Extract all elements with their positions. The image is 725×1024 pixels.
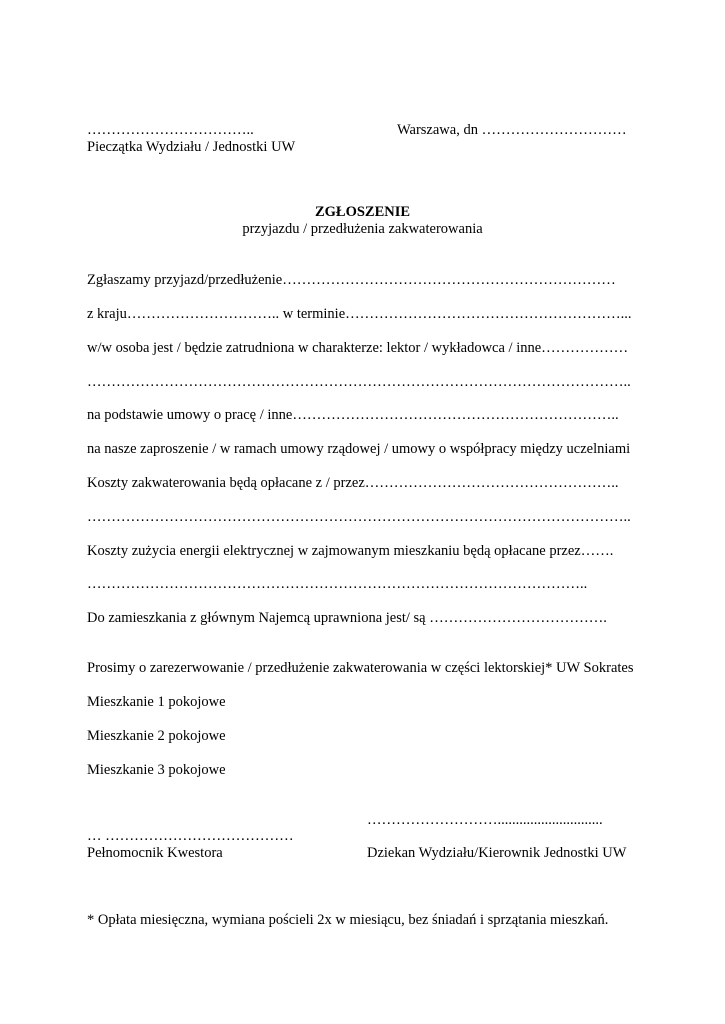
body-line-cotenant: Do zamieszkania z głównym Najemcą uprawniona jest/ są ………………………………. xyxy=(87,610,607,626)
body-line-employment: w/w osoba jest / będzie zatrudniona w charakterze: lektor / wykładowca / inne……………… xyxy=(87,340,629,356)
body-line-contract: na podstawie umowy o pracę / inne………………………………………………………….. xyxy=(87,407,619,423)
city-date: Warszawa, dn ………………………… xyxy=(397,122,627,138)
body-line-country: z kraju………………………….. w terminie…………………………………………………... xyxy=(87,306,632,322)
signature-right-label: Dziekan Wydziału/Kierownik Jednostki UW xyxy=(367,845,627,861)
body-line-dots-2: ………………………………………………………………………………………………….. xyxy=(87,509,631,525)
document-subtitle: przyjazdu / przedłużenia zakwaterowania xyxy=(242,221,483,237)
apartment-option-1: Mieszkanie 1 pokojowe xyxy=(87,694,226,710)
signature-left-label: Pełnomocnik Kwestora xyxy=(87,845,223,861)
body-line-costs: Koszty zakwaterowania będą opłacane z / przez…………………………………………….. xyxy=(87,475,619,491)
document-title: ZGŁOSZENIE xyxy=(314,204,411,220)
body-line-dots-1: ………………………………………………………………………………………………….. xyxy=(87,374,631,390)
stamp-dots: …………………………….. xyxy=(87,122,254,138)
body-line-dots-3: ………………………………………………………………………………………….. xyxy=(87,576,588,592)
apartment-option-2: Mieszkanie 2 pokojowe xyxy=(87,728,226,744)
body-line-arrival: Zgłaszamy przyjazd/przedłużenie…………………………………………………………… xyxy=(87,272,616,288)
footnote: * Opłata miesięczna, wymiana pościeli 2x w miesiącu, bez śniadań i sprzątania mieszkań. xyxy=(87,912,609,928)
apartment-option-3: Mieszkanie 3 pokojowe xyxy=(87,762,226,778)
body-line-invitation: na nasze zaproszenie / w ramach umowy rządowej / umowy o współpracy między uczelniami xyxy=(87,441,631,457)
signature-left-dots: … ………………………………… xyxy=(87,828,294,844)
body-line-electricity: Koszty zużycia energii elektrycznej w zajmowanym mieszkaniu będą opłacane przez……. xyxy=(87,543,614,559)
signature-right-dots: ………………………............................. xyxy=(367,812,603,828)
body-line-reservation: Prosimy o zarezerwowanie / przedłużenie zakwaterowania w części lektorskiej* UW Sokrates xyxy=(87,660,634,676)
stamp-label: Pieczątka Wydziału / Jednostki UW xyxy=(87,139,296,155)
